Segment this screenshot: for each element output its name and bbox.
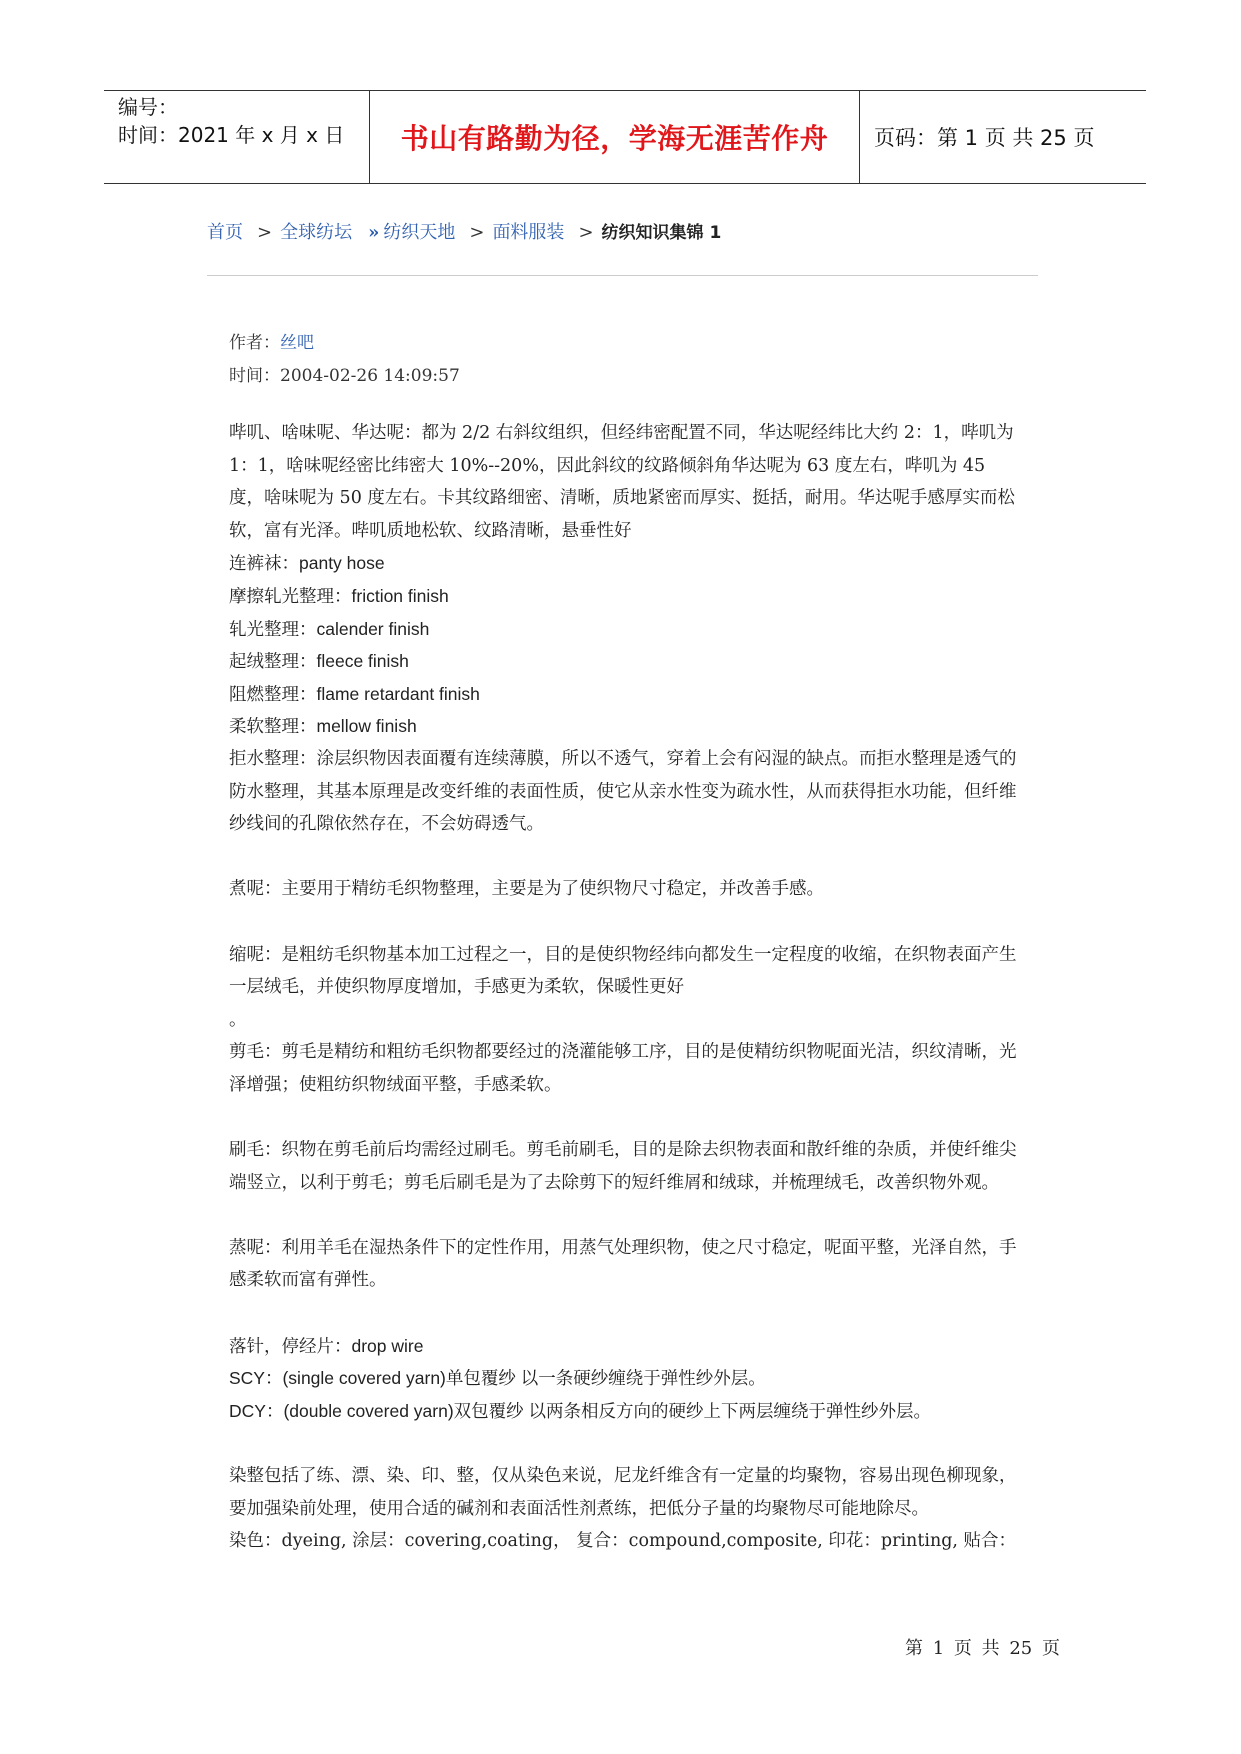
paragraph-steaming: 蒸呢：利用羊毛在湿热条件下的定性作用，用蒸气处理织物，使之尺寸稳定，呢面平整，光泽自然，手感柔软而富有弹性。	[229, 1237, 1017, 1291]
paragraph-water-repellent: 拒水整理：涂层织物因表面覆有连续薄膜，所以不透气，穿着上会有闷湿的缺点。而拒水整理是透气的防水整理，其基本原理是改变纤维的表面性质，使它从亲水性变为疏水性，从而获得拒水功能，但纤维纱线间的孔隙依然存在，不会妨碍透气。	[229, 748, 1017, 835]
term-line: 阻燃整理：flame retardant finish	[229, 683, 480, 704]
breadcrumb-separator: >	[257, 222, 273, 243]
motto: 书山有路勤为径，学海无涯苦作舟	[370, 91, 860, 183]
document-header	[104, 90, 1146, 184]
breadcrumb-separator: >	[578, 222, 594, 243]
paragraph-fulling: 缩呢：是粗纺毛织物基本加工过程之一，目的是使织物经纬向都发生一定程度的收缩，在织物表面产生一层绒毛，并使织物厚度增加，手感更为柔软，保暖性更好	[229, 944, 1017, 998]
time-label: 时间：2021 年 x 月 x 日	[118, 123, 345, 147]
page-label: 页码：第 1 页 共 25 页	[874, 126, 1095, 150]
paragraph-dyeing-finishing: 染整包括了练、漂、染、印、整，仅从染色来说，尼龙纤维含有一定量的均聚物，容易出现色柳现象，要加强染前处理，使用合适的碱剂和表面活性剂煮练，把低分子量的均聚物尽可能地除尽。	[229, 1466, 1017, 1519]
term-line: SCY：(single covered yarn)单包覆纱 以一条硬纱缠绕于弹性纱外层。	[229, 1368, 766, 1389]
author-label: 作者：	[229, 333, 280, 353]
divider	[207, 275, 1038, 276]
term-line: 落针，停经片：drop wire	[229, 1335, 424, 1356]
author-link[interactable]: 丝吧	[280, 333, 314, 353]
breadcrumb-separator: >	[469, 222, 485, 243]
article-body	[229, 417, 1022, 1558]
term-line: 轧光整理：calender finish	[229, 618, 430, 639]
term-line: 起绒整理：fleece finish	[229, 651, 409, 672]
breadcrumb-textile-world-link[interactable]: 纺织天地	[383, 222, 456, 243]
breadcrumb-current: 纺织知识集锦 1	[601, 223, 722, 243]
paragraph-twill-fabrics: 哔叽、啥味呢、华达呢：都为 2/2 右斜纹组织，但经纬密配置不同，华达呢经纬比大约 2：1，哔叽为 1：1，啥味呢经密比纬密大 10%--20%，因此斜纹的纹路倾斜角华达呢为 63 度左右，哔叽为 45 度，啥味呢为 50 度左右。卡其纹路细密、清晰，质地紧密而厚实、挺括，耐用。华达呢手感厚实而松软，富有光泽。哔叽质地松软、纹路清晰，悬垂性好	[229, 423, 1015, 541]
double-arrow-icon: »	[368, 222, 380, 243]
post-time: 时间：2004-02-26 14:09:57	[229, 366, 460, 386]
header-left-cell	[104, 91, 370, 183]
page-footer: 第 1 页 共 25 页	[905, 1638, 1060, 1659]
post-meta	[229, 327, 460, 393]
paragraph-shearing: 剪毛：剪毛是精纺和粗纺毛织物都要经过的浇灌能够工序，目的是使精纺织物呢面光洁，织纹清晰，光泽增强；使粗纺织物绒面平整，手感柔软。	[229, 1042, 1017, 1095]
term-line: 柔软整理：mellow finish	[229, 716, 417, 737]
breadcrumb	[207, 218, 721, 244]
term-line: 摩擦轧光整理：friction finish	[229, 585, 449, 606]
paragraph-fulling-end: 。	[229, 1009, 247, 1030]
breadcrumb-home-link[interactable]: 首页	[207, 222, 243, 243]
author-line	[229, 327, 460, 360]
term-line: DCY：(double covered yarn)双包覆纱 以两条相反方向的硬纱上下两层缠绕于弹性纱外层。	[229, 1400, 932, 1421]
paragraph-terms-list: 染色：dyeing, 涂层：covering,coating， 复合：compound,composite, 印花：printing, 贴合：	[229, 1531, 1017, 1552]
breadcrumb-fabric-apparel-link[interactable]: 面料服装	[492, 222, 565, 243]
breadcrumb-forum-link[interactable]: 全球纺坛	[280, 222, 353, 243]
number-label: 编号：	[118, 95, 178, 119]
paragraph-crabbing: 煮呢：主要用于精纺毛织物整理，主要是为了使织物尺寸稳定，并改善手感。	[229, 879, 824, 900]
paragraph-brushing: 刷毛：织物在剪毛前后均需经过刷毛。剪毛前刷毛，目的是除去织物表面和散纤维的杂质，并使纤维尖端竖立，以利于剪毛；剪毛后刷毛是为了去除剪下的短纤维屑和绒球，并梳理绒毛，改善织物外观。	[229, 1140, 1017, 1193]
term-line: 连裤袜：panty hose	[229, 553, 385, 574]
